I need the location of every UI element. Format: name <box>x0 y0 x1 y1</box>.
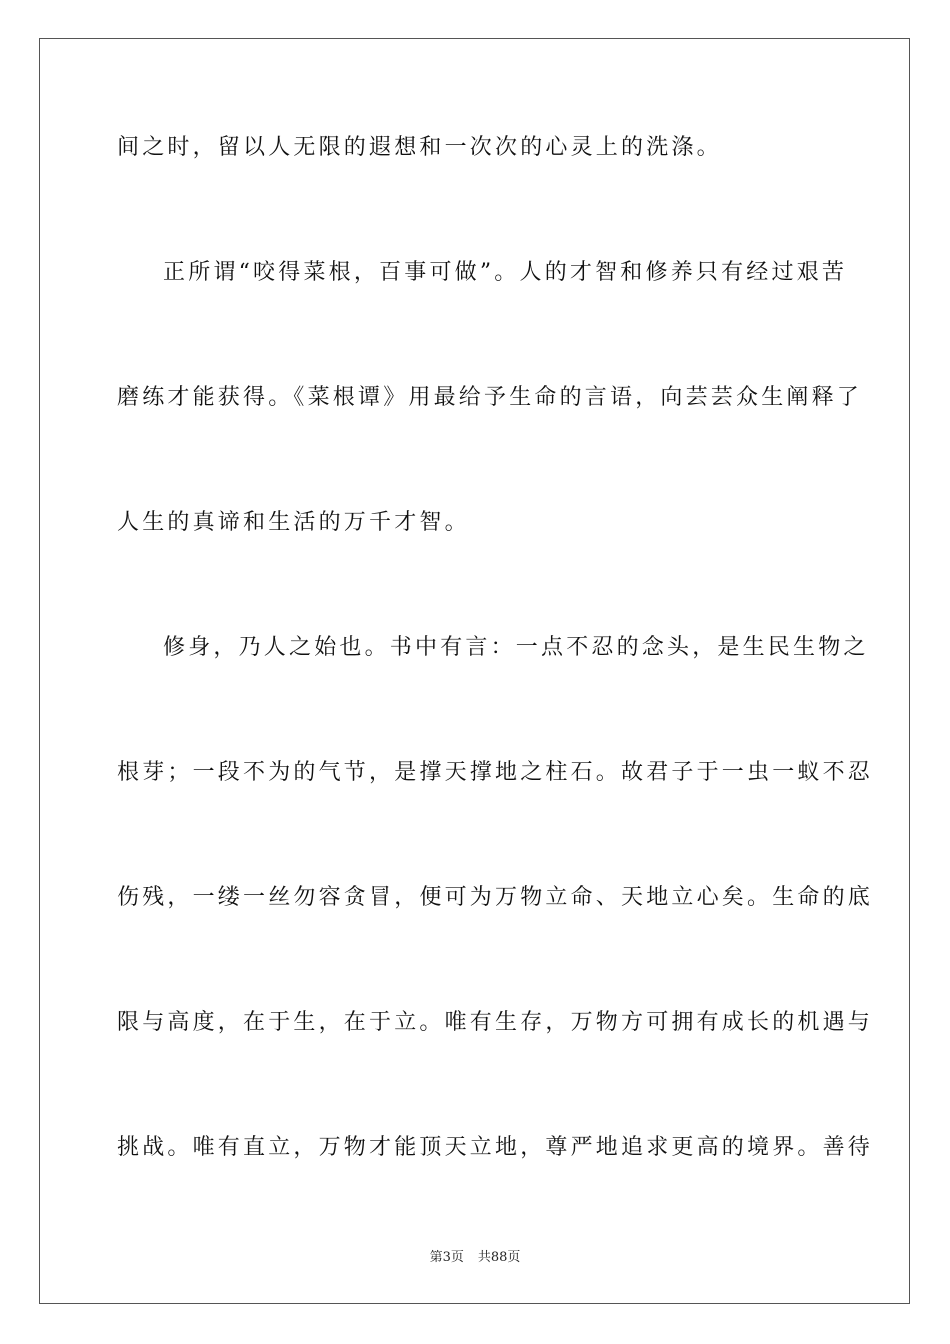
page-number-current: 第3页 <box>429 1250 464 1265</box>
paragraph-line: 正所谓“咬得菜根，百事可做”。人的才智和修养只有经过艰苦 <box>163 260 848 285</box>
paragraph-line: 根芽；一段不为的气节，是撑天撑地之柱石。故君子于一虫一蚁不忍 <box>117 760 874 785</box>
paragraph-line: 挑战。唯有直立，万物才能顶天立地，尊严地追求更高的境界。善待 <box>117 1135 874 1160</box>
paragraph-line: 人生的真谛和生活的万千才智。 <box>117 510 470 535</box>
paragraph-line: 磨练才能获得。《菜根谭》用最给予生命的言语，向芸芸众生阐释了 <box>117 385 863 410</box>
paragraph-line: 修身，乃人之始也。书中有言：一点不忍的念头，是生民生物之 <box>163 635 869 660</box>
paragraph-line: 限与高度，在于生，在于立。唯有生存，万物方可拥有成长的机遇与 <box>117 1010 874 1035</box>
paragraph-line: 间之时，留以人无限的遐想和一次次的心灵上的洗涤。 <box>117 135 722 160</box>
page-number-total: 共88页 <box>477 1250 521 1265</box>
page-footer <box>0 1246 950 1265</box>
paragraph-line: 伤残，一缕一丝勿容贪冒，便可为万物立命、天地立心矣。生命的底 <box>117 885 874 910</box>
page-border <box>39 38 910 1304</box>
